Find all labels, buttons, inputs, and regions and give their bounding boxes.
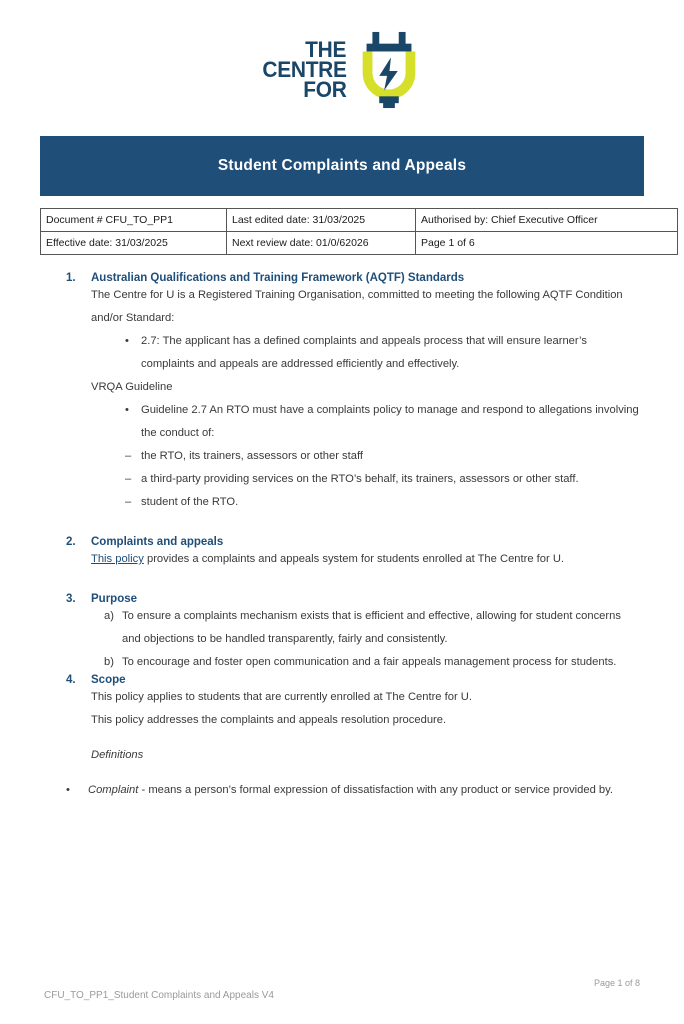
section-4-paragraph-2: This policy addresses the complaints and appeals resolution procedure. <box>91 714 447 726</box>
bullet-icon: • <box>125 335 129 347</box>
section-1-number: 1. <box>66 272 76 284</box>
section-4-title: Scope <box>91 674 126 686</box>
next-review-date-cell: Next review date: 01/0/62026 <box>227 232 416 255</box>
section-1-title: Australian Qualifications and Training Framework (AQTF) Standards <box>91 272 465 284</box>
section-2-title: Complaints and appeals <box>91 536 224 548</box>
document-number-cell: Document # CFU_TO_PP1 <box>41 209 227 232</box>
authorised-by-cell: Authorised by: Chief Executive Officer <box>416 209 678 232</box>
vrqa-guideline-label: VRQA Guideline <box>91 381 173 393</box>
table-row <box>41 232 678 255</box>
logo-wordmark <box>258 36 347 103</box>
list-item <box>0 330 640 376</box>
spacer <box>0 732 684 744</box>
last-edited-date-cell: Last edited date: 31/03/2025 <box>227 209 416 232</box>
list-item-text: To ensure a complaints mechanism exists that is efficient and effective, allowing for student concerns and objections to be handled transparently, fairly and consistently. <box>122 610 621 645</box>
section-4-number: 4. <box>66 674 76 686</box>
dash-icon: – <box>125 496 132 508</box>
section-4-heading <box>0 674 684 686</box>
definition-complaint <box>88 779 640 802</box>
dash-icon: – <box>125 473 132 485</box>
list-marker-b: b) <box>104 656 114 668</box>
footer-document-label: CFU_TO_PP1_Student Complaints and Appeals V4 <box>44 990 274 1001</box>
list-item <box>0 445 640 468</box>
logo-line-3: FOR <box>303 77 347 103</box>
definition-text: - means a person’s formal expression of dissatisfaction with any product or service provided by. <box>138 784 614 796</box>
list-item <box>0 491 640 514</box>
list-item <box>0 399 640 445</box>
company-logo <box>0 22 684 118</box>
logo-line-2: CENTRE <box>262 56 347 82</box>
list-item-text: student of the RTO. <box>141 496 239 508</box>
document-title-banner <box>40 136 644 196</box>
list-item-text: a third-party providing services on the RTO’s behalf, its trainers, assessors or other staff. <box>141 473 579 485</box>
table-row <box>41 209 678 232</box>
list-item-text: Guideline 2.7 An RTO must have a complaints policy to manage and respond to allegations involving the conduct of: <box>141 404 639 439</box>
section-2-paragraph-rest: provides a complaints and appeals system for students enrolled at The Centre for U. <box>143 553 565 565</box>
definition-term: Complaint <box>88 784 139 796</box>
section-1-paragraph: The Centre for U is a Registered Training Organisation, committed to meeting the following AQTF Condition and/or Standard: <box>91 289 623 324</box>
list-marker-a: a) <box>104 610 114 622</box>
bullet-icon: • <box>125 404 129 416</box>
spacer <box>0 767 684 779</box>
list-item-text: the RTO, its trainers, assessors or other staff <box>141 450 363 462</box>
section-4-paragraph-1: This policy applies to students that are currently enrolled at The Centre for U. <box>91 691 472 703</box>
list-item <box>0 779 640 802</box>
page-title: Student Complaints and Appeals <box>217 157 467 174</box>
spacer <box>0 571 684 593</box>
document-metadata-table <box>40 208 678 255</box>
section-3-number: 3. <box>66 593 76 605</box>
list-item-text: 2.7: The applicant has a defined complaints and appeals process that will ensure learner’s complaints and appeals are addressed efficiently and effectively. <box>141 335 587 370</box>
list-item <box>0 651 640 674</box>
effective-date-cell: Effective date: 31/03/2025 <box>41 232 227 255</box>
document-body <box>0 272 684 802</box>
list-item <box>0 605 640 651</box>
footer-page-number: Page 1 of 8 <box>593 978 640 988</box>
this-policy-link[interactable]: This policy <box>91 553 144 565</box>
logo-inner <box>258 30 427 110</box>
bullet-icon: • <box>66 784 70 796</box>
section-2-heading <box>0 536 684 548</box>
section-3-heading <box>0 593 684 605</box>
section-2-number: 2. <box>66 536 76 548</box>
spacer <box>0 514 684 536</box>
logo-line-1: THE <box>305 36 347 62</box>
plug-u-lightning-icon <box>352 30 426 110</box>
dash-icon: – <box>125 450 132 462</box>
list-item <box>0 468 640 491</box>
section-3-title: Purpose <box>91 593 138 605</box>
section-1-heading <box>0 272 684 284</box>
list-item-text: To encourage and foster open communication and a fair appeals management process for students. <box>122 656 617 668</box>
page-number-cell: Page 1 of 6 <box>416 232 678 255</box>
section-2-paragraph <box>91 548 640 571</box>
definitions-heading: Definitions <box>91 749 144 761</box>
